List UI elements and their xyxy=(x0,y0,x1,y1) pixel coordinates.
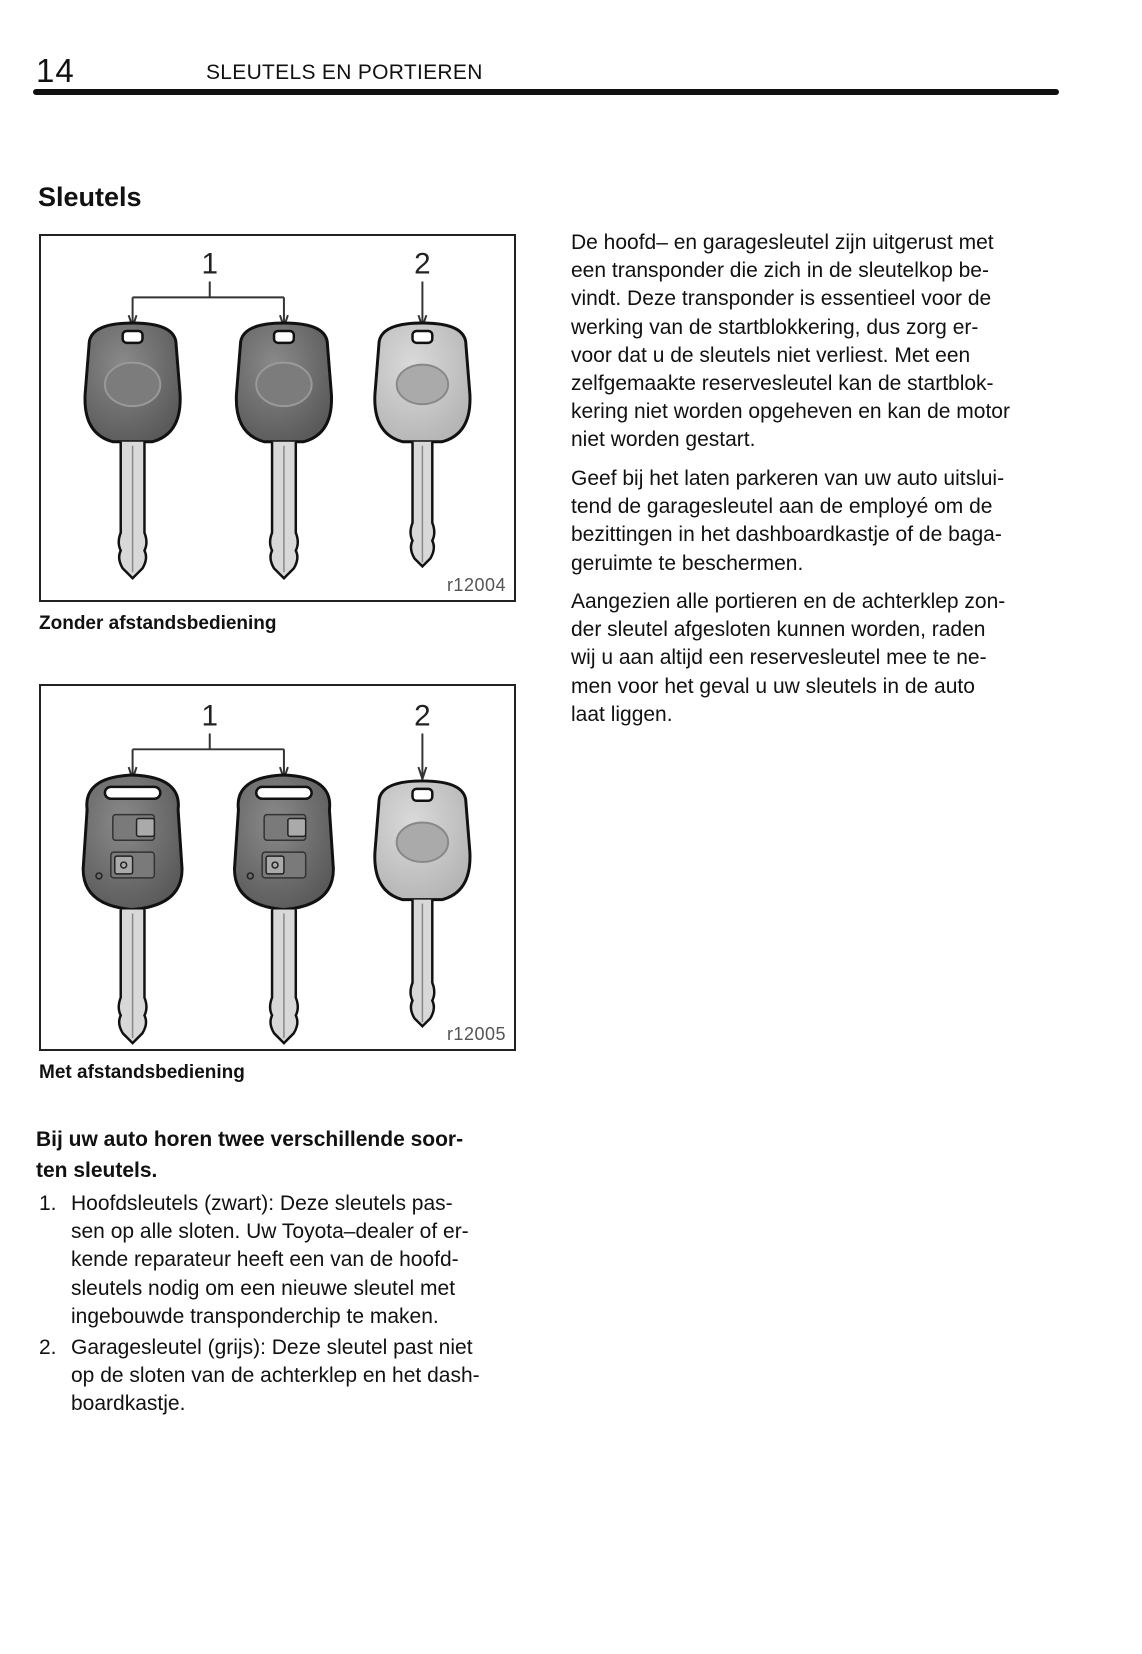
list-number: 2. xyxy=(39,1336,57,1359)
figure-keys-with-remote xyxy=(39,684,516,1051)
figure-keys-without-remote xyxy=(39,234,516,602)
list-text: Hoofdsleutels (zwart): Deze sleutels pas- sen op alle sloten. Uw Toyota–dealer of er- kende reparateur heeft een van de hoofd- sleutels nodig om een nieuwe sleutel met ingebouwde transponderchip te maken. xyxy=(71,1192,469,1328)
master-key-icon xyxy=(85,323,180,578)
callout-label-1: 1 xyxy=(201,699,218,733)
remote-master-key-icon xyxy=(234,775,333,1043)
callout-label-2: 2 xyxy=(414,247,431,281)
list-item-valet-key xyxy=(39,1334,519,1424)
callout-label-1: 1 xyxy=(201,247,218,281)
keys-illustration xyxy=(41,686,514,1049)
figure-caption: Met afstandsbediening xyxy=(39,1062,245,1083)
callout-label-2: 2 xyxy=(414,699,431,733)
list-number: 1. xyxy=(39,1192,57,1215)
master-key-icon xyxy=(236,323,331,578)
paragraph-valet-parking: Geef bij het laten parkeren van uw auto uitslui- tend de garagesleutel aan de employé om de bezittingen in het dashboardkastje of de baga- geruimte te beschermen. xyxy=(571,467,1005,575)
running-head: SLEUTELS EN PORTIEREN xyxy=(206,61,483,84)
remote-master-key-icon xyxy=(83,775,182,1043)
figure-caption: Zonder afstandsbediening xyxy=(39,613,277,634)
figure-code: r12004 xyxy=(446,575,506,595)
keys-intro-heading: Bij uw auto horen twee verschillende soor- ten sleutels. xyxy=(36,1128,464,1182)
page-number: 14 xyxy=(36,52,75,89)
valet-key-icon xyxy=(375,781,470,1026)
paragraph-spare-key: Aangezien alle portieren en de achterklep zon- der sleutel afgesloten kunnen worden, raden wij u aan altijd een reservesleutel mee te ne- men voor het geval u uw sleutels in de auto laat liggen. xyxy=(571,590,1006,726)
list-item-master-keys xyxy=(39,1190,519,1340)
list-text: Garagesleutel (grijs): Deze sleutel past niet op de sloten van de achterklep en het dash- boardkastje. xyxy=(71,1336,480,1416)
paragraph-transponder: De hoofd– en garagesleutel zijn uitgerust met een transponder die zich in de sleutelkop be- vindt. Deze transponder is essentieel voor de werking van de startblokkering, dus zorg er- voor dat u de sleutels niet verliest. Met een zelfgemaakte reservesleutel kan de startblok- kering niet worden opgeheven en kan de motor niet worden gestart. xyxy=(571,231,1010,452)
valet-key-icon xyxy=(375,323,470,566)
keys-illustration xyxy=(41,236,514,600)
figure-code: r12005 xyxy=(446,1024,506,1044)
section-title: Sleutels xyxy=(38,182,142,212)
header-rule xyxy=(33,89,1059,95)
